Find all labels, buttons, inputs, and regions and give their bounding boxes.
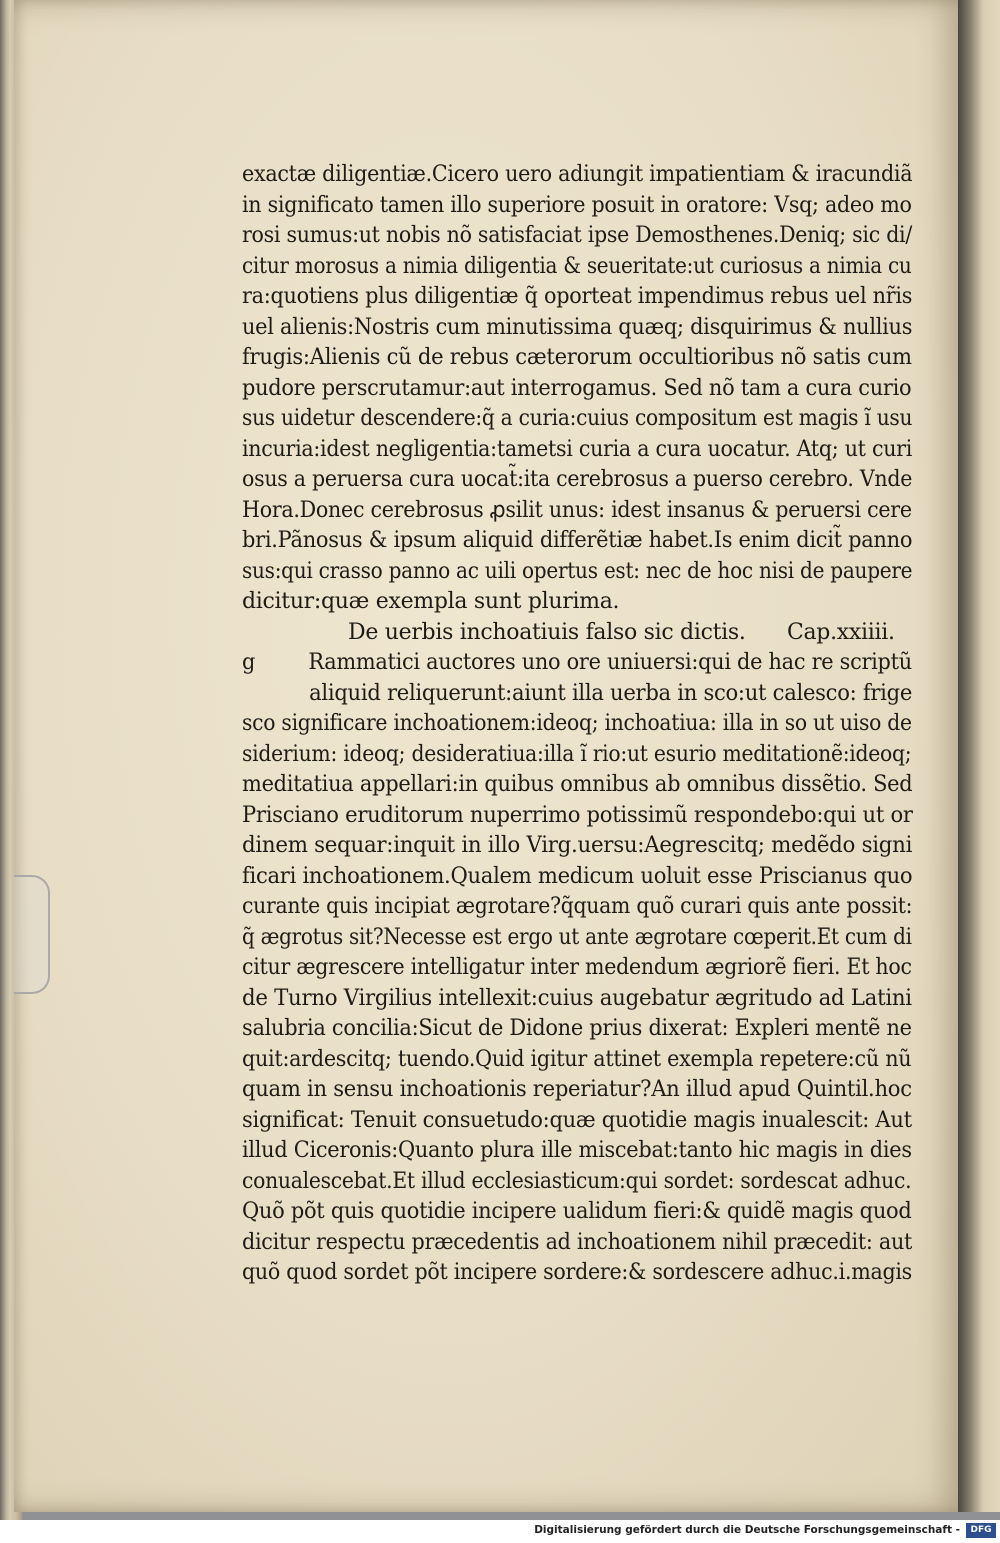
text-line: quit:ardescitq; tuendo.Quid igitur attinet exempla repetere:cũ nũ: [242, 1046, 912, 1072]
guide-letter: g: [242, 650, 256, 675]
text-line: bri.Pãnosus & ipsum aliquid differẽtiæ habet.Is enim dicit̃ panno: [242, 528, 913, 553]
text-line: citur ægrescere intelligatur inter medendum ægriorẽ fieri. Et hoc: [242, 955, 912, 980]
text-line: dicitur:quæ exempla sunt plurima.: [242, 589, 620, 614]
text-line: Quõ põt quis quotidie incipere ualidum fieri:& quidẽ magis quod: [242, 1199, 912, 1224]
chapter-number: Cap.xxiiii.: [786, 619, 895, 645]
text-line: Hora.Donec cerebrosus ꝓsilit unus: idest insanus & peruersi cere: [242, 497, 912, 523]
text-line: q̃ ægrotus sit?Necesse est ergo ut ante ægrotare cœperit.Et cum di: [242, 924, 912, 950]
text-line: curante quis incipiat ægrotare?q̃quam quõ curari quis ante possit:: [242, 894, 913, 919]
text-line: frugis:Alienis cũ de rebus cæterorum occultioribus nõ satis cum: [242, 345, 912, 370]
text-line: quam in sensu inchoationis reperiatur?An illud apud Quintil.hoc: [242, 1077, 912, 1102]
digitization-credit: Digitalisierung gefördert durch die Deutsche Forschungsgemeinschaft -: [534, 1524, 960, 1536]
dfg-logo: DFG: [966, 1523, 996, 1538]
text-line: uel alienis:Nostris cum minutissima quæq; disquirimus & nullius: [242, 314, 913, 340]
text-line: dicitur respectu præcedentis ad inchoationem nihil præcedit: aut: [242, 1229, 913, 1255]
text-line: osus a peruersa cura uocat̃:ita cerebrosus a puerso cerebro. Vnde: [242, 467, 913, 492]
text-line: citur morosus a nimia diligentia & seueritate:ut curiosus a nimia cu: [242, 253, 912, 279]
text-line: sus uidetur descendere:q̃ a curia:cuius compositum est magis ĩ usu: [242, 406, 913, 431]
text-line: illud Ciceronis:Quanto plura ille miscebat:tanto hic magis in dies: [242, 1138, 912, 1163]
text-line: de Turno Virgilius intellexit:cuius augebatur ægritudo ad Latini: [242, 985, 912, 1011]
text-line: sco significare inchoationem:ideoq; inchoatiua: illa in so ut uiso de: [242, 711, 912, 736]
text-line: Rammatici auctores uno ore uniuersi:qui de hac re scriptũ: [308, 650, 912, 675]
text-line: conualescebat.Et illud ecclesiasticum:qui sordet: sordescat adhuc.: [242, 1168, 912, 1194]
text-line: quõ quod sordet põt incipere sordere:& sordescere adhuc.i.magis: [242, 1260, 912, 1285]
text-line: incuria:idest negligentia:tametsi curia a cura uocatur. Atq; ut curi: [242, 436, 913, 462]
text-line: ra:quotiens plus diligentiæ q̃ oporteat impendimus rebus uel nr̃is: [242, 284, 913, 309]
text-line: salubria concilia:Sicut de Didone prius dixerat: Expleri mentẽ ne: [242, 1016, 912, 1041]
text-line: sus:qui crasso panno ac uili opertus est: nec de hoc nisi de paupere: [242, 558, 913, 584]
text-line: significat: Tenuit consuetudo:quæ quotidie magis inualescit: Aut: [242, 1107, 912, 1133]
text-line: aliquid reliquerunt:aiunt illa uerba in sco:ut calesco: frige: [309, 680, 913, 706]
text-line: dinem sequar:inquit in illo Virg.uersu:Aegrescitq; medẽdo signi: [242, 833, 913, 858]
footer-bar: [0, 1520, 1000, 1543]
text-line: in significato tamen illo superiore posuit in oratore: Vsq; adeo mo: [242, 192, 912, 218]
chapter-heading-line: [242, 618, 912, 649]
text-line: siderium: ideoq; desideratiua:illa ĩ rio:ut esurio meditationẽ:ideoq;: [242, 741, 912, 767]
text-line: ficari inchoationem.Qualem medicum uoluit esse Priscianus quo: [242, 863, 913, 889]
text-line: exactæ diligentiæ.Cicero uero adiungit impatientiam & iracundiã: [242, 162, 913, 187]
page-clip: [14, 875, 50, 994]
text-line: pudore perscrutamur:aut interrogamus. Sed nõ tam a cura curio: [242, 375, 912, 401]
initial-text-line: [242, 648, 912, 679]
adjacent-page-edge: [958, 0, 1000, 1512]
page-text: [242, 160, 912, 1289]
chapter-heading: De uerbis inchoatiuis falso sic dictis.: [348, 619, 746, 645]
text-line: rosi sumus:ut nobis nõ satisfaciat ipse Demosthenes.Deniq; sic di/: [242, 223, 912, 248]
text-line: meditatiua appellari:in quibus omnibus ab omnibus dissẽtio. Sed: [242, 772, 913, 797]
text-line: Prisciano eruditorum nuperrimo potissimũ respondebo:qui ut or: [242, 802, 913, 828]
